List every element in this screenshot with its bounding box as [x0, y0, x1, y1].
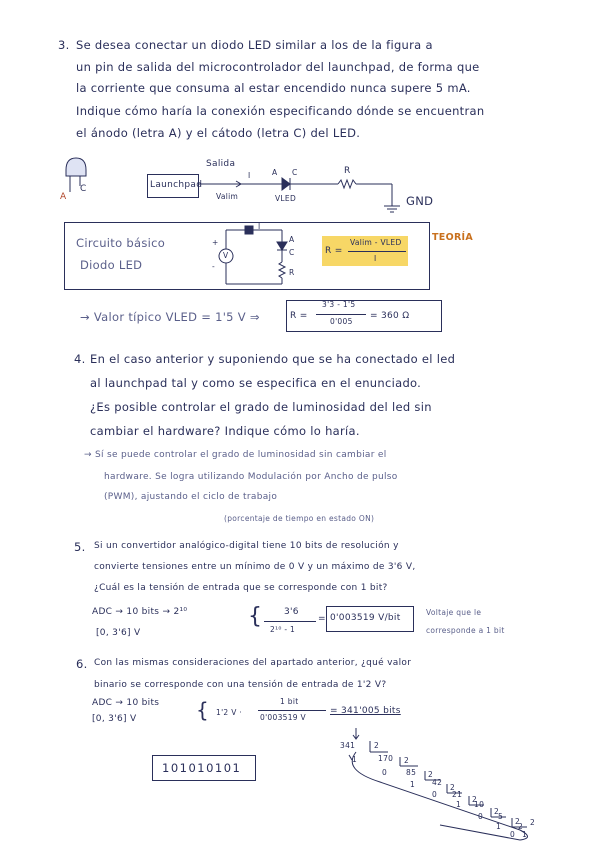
q4-answer-3: (PWM), ajustando el ciclo de trabajo [104, 492, 278, 502]
q4-answer-2: hardware. Se logra utilizando Modulación por Ancho de pulso [104, 472, 398, 482]
q3-line-2: un pin de salida del microcontrolador del launchpad, de forma que [76, 60, 480, 74]
q4-number: 4. [74, 352, 86, 366]
q5-note-2: corresponde a 1 bit [426, 626, 505, 635]
theory-r: R [289, 268, 295, 277]
formula-lhs: R = [325, 246, 343, 256]
led-anode-label: A [60, 192, 67, 202]
theory-a: A [289, 235, 295, 244]
result-lhs: R = [290, 311, 308, 321]
led-cathode-label: C [80, 184, 87, 194]
q5-note-1: Voltaje que le [426, 608, 482, 617]
div-cell-15: 0 [478, 812, 484, 821]
q4-line-1: En el caso anterior y suponiendo que se ha conectado el led [90, 352, 456, 366]
theory-tag: TEORÍA [432, 232, 474, 243]
div-cell-20: 2 [530, 818, 536, 827]
q3-number: 3. [58, 38, 70, 52]
div-cell-11: 2 [472, 795, 478, 804]
q6-number: 6. [76, 657, 88, 671]
q3-line-3: la corriente que consuma al estar encendido nunca supere 5 mA. [76, 81, 471, 95]
div-cell-10: 21 [452, 790, 463, 799]
q5-line-2: convierte tensiones entre un mínimo de 0 V y un máximo de 3'6 V, [94, 562, 416, 572]
cathode-label: C [292, 168, 298, 177]
theory-plus: + [212, 238, 219, 247]
div-cell-16: 5 [498, 812, 504, 821]
q5-frac-num: 3'6 [284, 607, 299, 617]
q6-frac-num: 1 bit [280, 697, 299, 706]
q6-binary: 101010101 [162, 761, 242, 775]
salida-label: Salida [206, 159, 236, 169]
vled-label: VLED [275, 194, 297, 203]
resistor-label: R [344, 166, 351, 176]
q6-lhs: 1'2 V · [216, 708, 242, 717]
launchpad-label: Launchpad [150, 180, 203, 190]
div-cell-3: 0 [382, 768, 388, 777]
div-dividend: 341 [340, 741, 356, 750]
div-cell-8: 2 [450, 783, 456, 792]
q6-brace: { [196, 698, 210, 722]
theory-v: V [223, 251, 229, 260]
q4-answer-4: (porcentaje de tiempo en estado ON) [224, 514, 375, 523]
q5-frac-bar [264, 621, 316, 622]
q6-adc: ADC → 10 bits [92, 698, 160, 708]
q4-answer-1: → Sí se puede controlar el grado de luminosidad sin cambiar el [84, 450, 387, 460]
theory-c: C [289, 248, 295, 257]
theory-i: I [258, 222, 261, 231]
theory-title-2: Diodo LED [80, 258, 143, 272]
q3-line-5: el ánodo (letra A) y el cátodo (letra C) del LED. [76, 126, 361, 140]
q4-line-3: ¿Es posible controlar el grado de luminosidad del led sin [90, 400, 432, 414]
q3-line-1: Se desea conectar un diodo LED similar a los de la figura a [76, 38, 433, 52]
div-divisor-1: 2 [374, 741, 380, 750]
result-rhs: = 360 Ω [370, 311, 410, 321]
typical-value: → Valor típico VLED = 1'5 V ⇒ [80, 310, 260, 324]
div-cell-9: 0 [432, 790, 438, 799]
div-cell-13: 10 [474, 800, 485, 809]
q5-range: [0, 3'6] V [96, 628, 141, 638]
theory-minus: - [212, 262, 216, 271]
div-cell-7: 42 [432, 778, 443, 787]
q5-brace: { [248, 604, 263, 629]
result-bar [316, 314, 366, 315]
div-cell-6: 1 [410, 780, 416, 789]
q6-frac-den: 0'003519 V [260, 713, 306, 722]
q5-frac-den: 2¹⁰ - 1 [270, 625, 296, 634]
valim-label: Valim [216, 192, 239, 201]
q4-line-2: al launchpad tal y como se especifica en el enunciado. [90, 376, 422, 390]
div-cell-17: 2 [515, 817, 521, 826]
q5-line-1: Si un convertidor analógico-digital tiene 10 bits de resolución y [94, 541, 399, 551]
result-numerator: 3'3 - 1'5 [322, 300, 356, 309]
div-cell-18: 1 [496, 822, 502, 831]
gnd-label: GND [406, 194, 434, 208]
anode-label: A [272, 168, 278, 177]
q6-range: [0, 3'6] V [92, 714, 137, 724]
result-box [286, 300, 442, 332]
div-cell-1: 170 [378, 754, 394, 763]
formula-bar [348, 251, 406, 252]
div-cell-22: 1 [522, 830, 528, 839]
q5-line-3: ¿Cuál es la tensión de entrada que se corresponde con 1 bit? [94, 583, 388, 593]
theory-title-1: Circuito básico [76, 236, 166, 250]
q6-line-2: binario se corresponde con una tensión de entrada de 1'2 V? [94, 680, 387, 690]
div-cell-5: 2 [428, 770, 434, 779]
div-cell-4: 85 [406, 768, 417, 777]
q5-result: 0'003519 V/bit [330, 613, 401, 623]
q3-line-4: Indique cómo haría la conexión especificando dónde se encuentran [76, 104, 485, 118]
div-cell-0: 1 [352, 755, 358, 764]
q5-number: 5. [74, 540, 86, 554]
formula-numerator: Valim - VLED [350, 238, 402, 247]
div-cell-14: 2 [494, 807, 500, 816]
result-denominator: 0'005 [330, 317, 353, 326]
div-cell-12: 1 [456, 800, 462, 809]
q6-line-1: Con las mismas consideraciones del apartado anterior, ¿qué valor [94, 658, 412, 668]
formula-denominator: I [374, 254, 377, 263]
div-cell-2: 2 [404, 756, 410, 765]
q5-adc: ADC → 10 bits → 2¹⁰ [92, 607, 188, 617]
q6-result: = 341'005 bits [330, 706, 401, 716]
q4-line-4: cambiar el hardware? Indique cómo lo haría. [90, 424, 360, 438]
div-cell-19: 2 [518, 822, 524, 831]
current-label: I [248, 171, 251, 180]
q6-frac-bar [258, 710, 326, 711]
q5-eq: = [318, 614, 326, 624]
div-cell-21: 0 [510, 830, 516, 839]
